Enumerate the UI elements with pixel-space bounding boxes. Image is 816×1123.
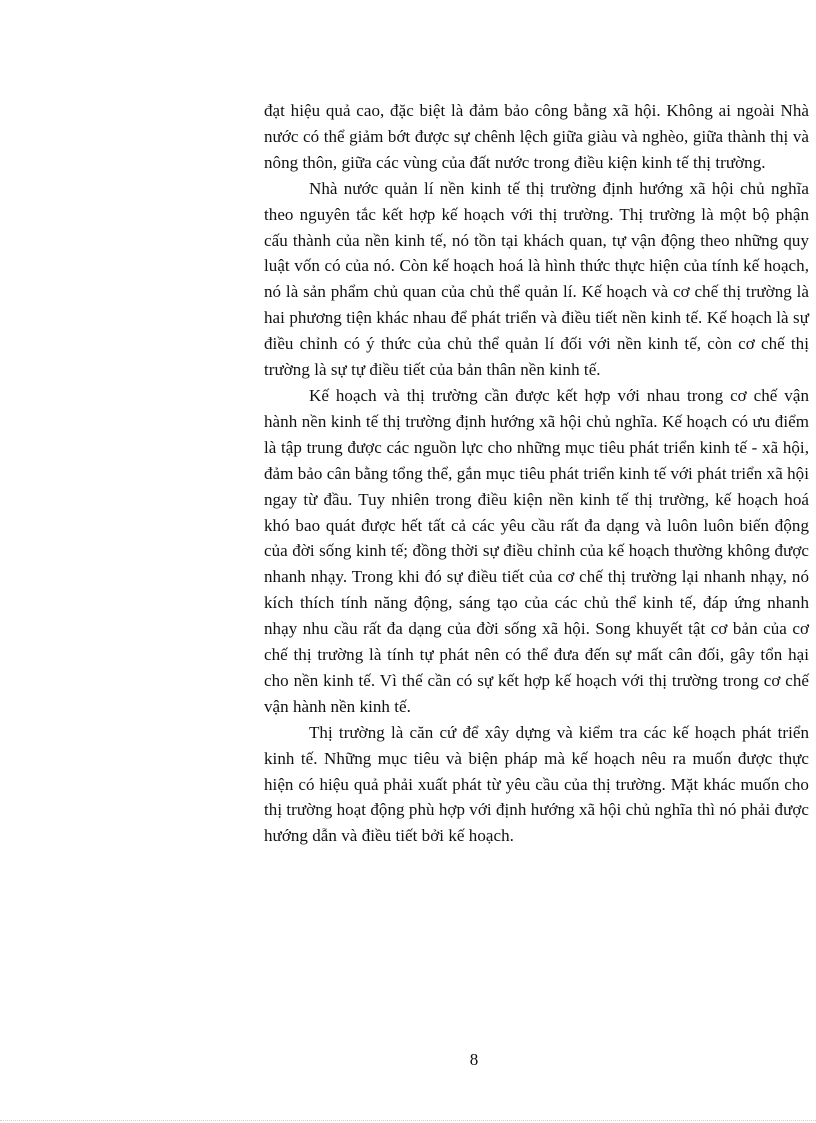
body-text xyxy=(264,98,809,849)
paragraph-4: Thị trường là căn cứ để xây dựng và kiểm tra các kế hoạch phát triển kinh tế. Những mục tiêu và biện pháp mà kế hoạch nêu ra muốn được thực hiện có hiệu quả phải xuất phát từ yêu cầu của thị trường. Mặt khác muốn cho thị trường hoạt động phù hợp với định hướng xã hội chủ nghĩa thì nó phải được hướng dẫn và điều tiết bởi kế hoạch. xyxy=(264,722,809,846)
paragraph-2: Nhà nước quản lí nền kinh tế thị trường định hướng xã hội chủ nghĩa theo nguyên tắc kết hợp kế hoạch với thị trường. Thị trường là một bộ phận cấu thành của nền kinh tế, nó tồn tại khách quan, tự vận động theo những quy luật vốn có của nó. Còn kế hoạch hoá là hình thức thực hiện của tính kế hoạch, nó là sản phẩm chủ quan của chủ thể quản lí. Kế hoạch và cơ chế thị trường là hai phương tiện khác nhau để phát triển và điều tiết nền kinh tế. Kế hoạch là sự điều chỉnh có ý thức của chủ thể quản lí đối với nền kinh tế, còn cơ chế thị trường là sự tự điều tiết của bản thân nền kinh tế. xyxy=(264,178,809,380)
page-bottom-divider xyxy=(0,1120,816,1121)
paragraph-1: đạt hiệu quả cao, đặc biệt là đảm bảo công bằng xã hội. Không ai ngoài Nhà nước có thể giảm bớt được sự chênh lệch giữa giàu và nghèo, giữa thành thị và nông thôn, giữa các vùng của đất nước trong điều kiện kinh tế thị trường. xyxy=(264,101,809,172)
page-number: 8 xyxy=(469,1050,479,1069)
paragraph-3: Kế hoạch và thị trường cần được kết hợp với nhau trong cơ chế vận hành nền kinh tế thị trường định hướng xã hội chủ nghĩa. Kế hoạch có ưu điểm là tập trung được các nguồn lực cho những mục tiêu phát triển kinh tế - xã hội, đảm bảo cân bằng tổng thể, gắn mục tiêu phát triển kinh tế với phát triển xã hội ngay từ đầu. Tuy nhiên trong điều kiện nền kinh tế thị trường, kế hoạch hoá khó bao quát được hết tất cả các yêu cầu rất đa dạng và luôn luôn biến động của đời sống kinh tế; đồng thời sự điều chỉnh của kế hoạch thường không được nhanh nhạy. Trong khi đó sự điều tiết của cơ chế thị trường lại nhanh nhạy, nó kích thích tính năng động, sáng tạo của các chủ thể kinh tế, đáp ứng nhanh nhạy nhu cầu rất đa dạng của đời sống xã hội. Song khuyết tật cơ bản của cơ chế thị trường là tính tự phát nên có thể đưa đến sự mất cân đối, gây tổn hại cho nền kinh tế. Vì thế cần có sự kết hợp kế hoạch với thị trường trong cơ chế vận hành nền kinh tế. xyxy=(264,385,809,716)
